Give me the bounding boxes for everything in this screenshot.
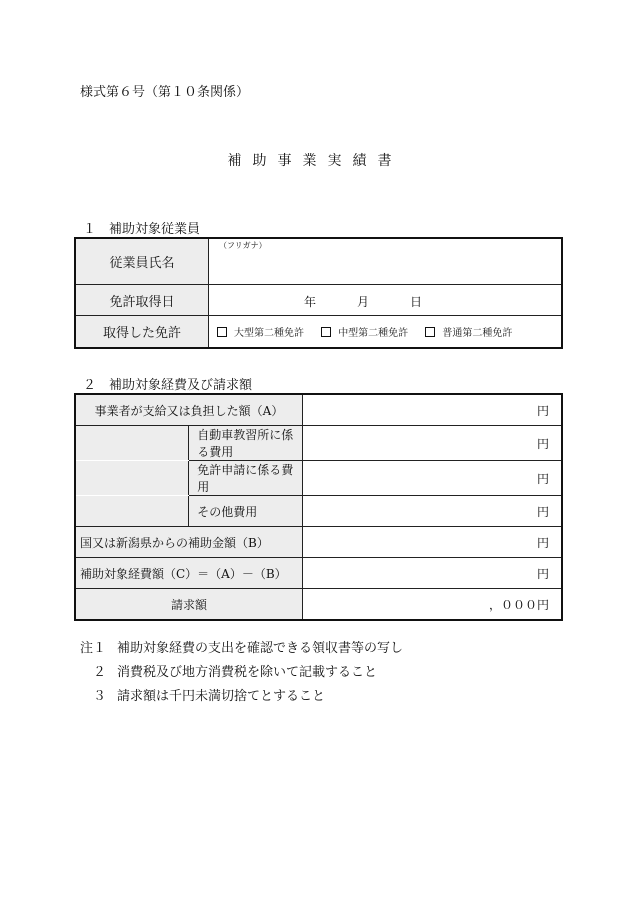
document-title: 補助事業実績書 bbox=[227, 153, 403, 169]
license-option-medium[interactable]: 中型第二種免許 bbox=[321, 328, 408, 339]
furigana-label: （フリガナ） bbox=[219, 240, 267, 250]
note-prefix: 注１ bbox=[80, 641, 107, 656]
license-type-label: 取得した免許 bbox=[75, 316, 209, 349]
checkbox-icon[interactable] bbox=[425, 327, 435, 337]
note-item bbox=[80, 685, 403, 709]
section2-heading: ２ 補助対象経費及び請求額 bbox=[83, 378, 253, 393]
note-text: 消費税及び地方消費税を除いて記載すること bbox=[117, 665, 378, 680]
expense-a3-label: その他費用 bbox=[189, 496, 303, 527]
license-option-large[interactable]: 大型第二種免許 bbox=[217, 328, 304, 339]
checkbox-icon[interactable] bbox=[217, 327, 227, 337]
expense-c-value[interactable]: 円 bbox=[303, 558, 563, 589]
expense-c-label: 補助対象経費額（C）＝（A）－（B） bbox=[75, 558, 303, 589]
section1-heading: １ 補助対象従業員 bbox=[83, 222, 201, 237]
subsidy-b-label: 国又は新潟県からの補助金額（B） bbox=[75, 527, 303, 558]
license-date-field[interactable] bbox=[209, 285, 563, 316]
expense-a3-value[interactable]: 円 bbox=[303, 496, 563, 527]
employee-name-label: 従業員氏名 bbox=[75, 238, 209, 285]
note-text: 請求額は千円未満切捨てとすること bbox=[117, 689, 326, 704]
employee-name-field[interactable] bbox=[209, 238, 563, 285]
expense-a-value[interactable]: 円 bbox=[303, 394, 563, 426]
expense-a2-label: 免許申請に係る費用 bbox=[189, 461, 303, 496]
note-prefix: ３ bbox=[93, 689, 107, 704]
date-day-label: 日 bbox=[410, 295, 423, 309]
license-date-label: 免許取得日 bbox=[75, 285, 209, 316]
note-item bbox=[80, 637, 403, 661]
request-amount-value[interactable]: ，０００円 bbox=[303, 589, 563, 621]
license-type-options bbox=[209, 316, 563, 349]
note-prefix: ２ bbox=[93, 665, 107, 680]
indent-spacer bbox=[75, 461, 189, 496]
note-item bbox=[80, 661, 403, 685]
date-month-label: 月 bbox=[357, 295, 370, 309]
expense-a2-value[interactable]: 円 bbox=[303, 461, 563, 496]
date-year-label: 年 bbox=[304, 295, 317, 309]
note-text: 補助対象経費の支出を確認できる領収書等の写し bbox=[117, 641, 404, 656]
expense-a-label: 事業者が支給又は負担した額（A） bbox=[75, 394, 303, 426]
license-option-regular[interactable]: 普通第二種免許 bbox=[425, 328, 512, 339]
request-amount-label: 請求額 bbox=[75, 589, 303, 621]
expense-a1-value[interactable]: 円 bbox=[303, 426, 563, 461]
notes bbox=[80, 637, 403, 709]
indent-spacer bbox=[75, 496, 189, 527]
expense-table bbox=[74, 393, 563, 621]
subsidy-b-value[interactable]: 円 bbox=[303, 527, 563, 558]
form-number: 様式第６号（第１０条関係） bbox=[80, 85, 250, 100]
expense-a1-label: 自動車教習所に係る費用 bbox=[189, 426, 303, 461]
indent-spacer bbox=[75, 426, 189, 461]
checkbox-icon[interactable] bbox=[321, 327, 331, 337]
employee-table bbox=[74, 237, 563, 349]
